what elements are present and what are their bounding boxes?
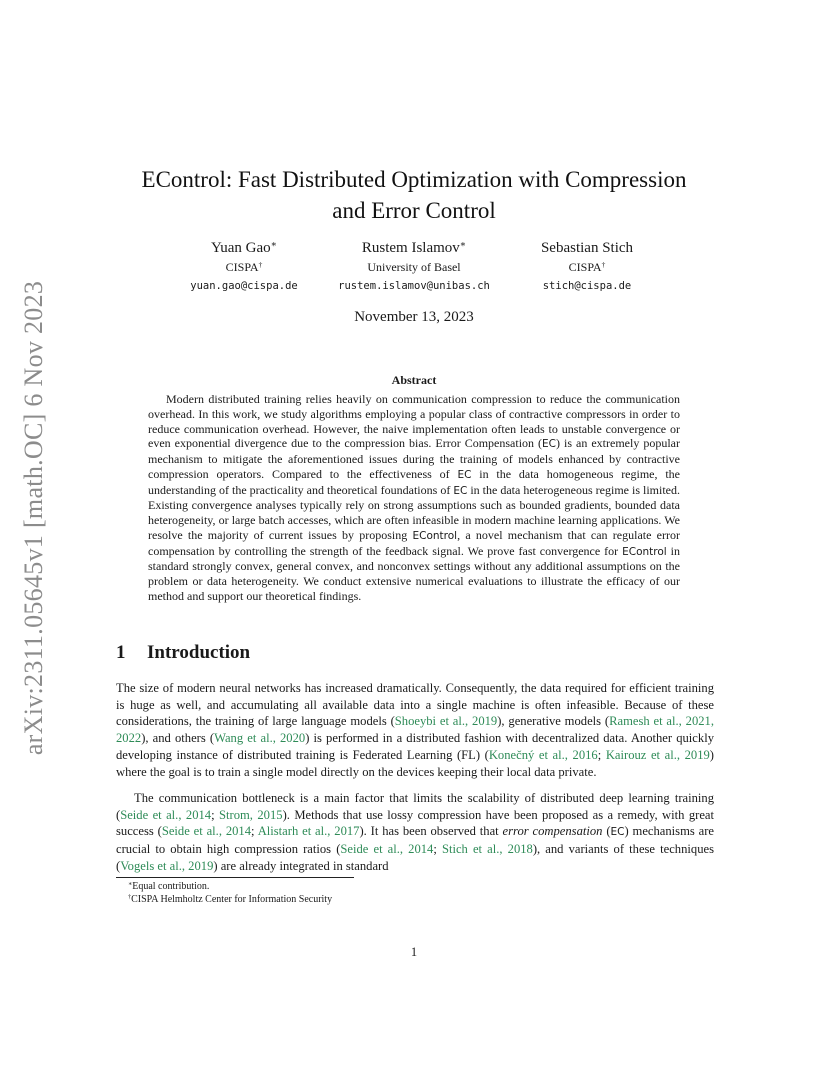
affiliation-mark: † xyxy=(258,259,263,269)
citation-link[interactable]: Shoeybi et al., 2019 xyxy=(394,714,498,729)
footnote-text: Equal contribution. xyxy=(132,881,210,892)
intro-paragraph-1: The size of modern neural networks has increased dramatically. Consequently, the data required for efficient training is huge as well, and accumulating all available data into a single machine is often infeasible. Because of these considerations, the training of large language models (Shoeybi et al., 2019), generative models (Ramesh et al., 2021, 2022), and others (Wang et al., 2020) is performed in a distributed fashion with decentralized data. Another quickly developing instance of distributed training is Federated Learning (FL) (Konečný et al., 2016; Kairouz et al., 2019) where the goal is to train a single model directly on the devices keeping their local data private. xyxy=(116,681,714,779)
author-name: Rustem Islamov xyxy=(361,240,460,256)
title-line-1: EControl: Fast Distributed Optimization with Compression xyxy=(141,167,687,192)
citation-link[interactable]: Ramesh et al., 2021, 2022 xyxy=(116,714,714,746)
ec-term: EC xyxy=(457,468,472,481)
author-3 xyxy=(477,238,697,296)
econtrol-term: EControl xyxy=(622,545,667,558)
ec-term: EC xyxy=(610,826,625,839)
author-name: Yuan Gao xyxy=(211,240,271,256)
section-title: Introduction xyxy=(147,642,251,663)
affiliation-mark: † xyxy=(601,259,606,269)
footnote-1 xyxy=(128,880,209,893)
author-email[interactable]: yuan.gao@cispa.de xyxy=(190,280,298,292)
footnote-mark: ∗ xyxy=(128,880,133,888)
citation-link[interactable]: Kairouz et al., 2019 xyxy=(605,747,710,762)
author-affiliation: CISPA xyxy=(225,260,259,274)
title-line-2: and Error Control xyxy=(332,198,496,223)
econtrol-term: EControl xyxy=(412,529,458,542)
page-number: 1 xyxy=(410,945,418,959)
abstract-heading: Abstract xyxy=(391,373,437,387)
citation-link[interactable]: Strom, 2015 xyxy=(219,807,283,822)
citation-link[interactable]: Seide et al., 2014 xyxy=(340,842,434,857)
arxiv-id: arXiv:2311.05645v1 [math.OC] 6 Nov 2023 xyxy=(19,280,48,756)
citation-link[interactable]: Seide et al., 2014 xyxy=(161,824,252,839)
paper-title xyxy=(100,164,728,226)
citation-link[interactable]: Seide et al., 2014 xyxy=(120,807,212,822)
citation-link[interactable]: Stich et al., 2018 xyxy=(441,842,533,857)
author-name: Sebastian Stich xyxy=(540,240,634,256)
author-affiliation: University of Basel xyxy=(367,260,461,274)
footnote-text: CISPA Helmholtz Center for Information Security xyxy=(131,894,333,905)
footnote-2 xyxy=(128,893,332,906)
citation-link[interactable]: Wang et al., 2020 xyxy=(214,731,306,746)
footnote-mark: † xyxy=(128,893,132,901)
ec-term: EC xyxy=(542,438,557,451)
author-email[interactable]: rustem.islamov@unibas.ch xyxy=(338,280,490,292)
footnote-rule xyxy=(116,877,354,878)
citation-link[interactable]: Konečný et al., 2016 xyxy=(488,747,598,762)
ec-term: EC xyxy=(453,484,468,497)
author-mark: ∗ xyxy=(270,239,277,250)
emphasis: error compensation xyxy=(502,824,603,839)
intro-paragraph-2: The communication bottleneck is a main factor that limits the scalability of distributed deep learning training (Seide et al., 2014; Strom, 2015). Methods that use lossy compression have been proposed as a remedy, with great success (Seide et al., 2014; Alistarh et al., 2017). It has been observed that error compensation (EC) mechanisms are crucial to obtain high compression ratios (Seide et al., 2014; Stich et al., 2018), and variants of these techniques (Vogels et al., 2019) are already integrated in standard xyxy=(116,791,715,873)
author-email[interactable]: stich@cispa.de xyxy=(542,280,632,292)
author-affiliation: CISPA xyxy=(568,260,602,274)
paper-date: November 13, 2023 xyxy=(354,309,474,325)
section-heading xyxy=(116,642,250,664)
author-mark: ∗ xyxy=(459,239,467,250)
arxiv-sidebar xyxy=(14,268,54,768)
citation-link[interactable]: Vogels et al., 2019 xyxy=(120,858,214,873)
citation-link[interactable]: Alistarh et al., 2017 xyxy=(257,824,360,839)
section-number: 1 xyxy=(116,642,126,663)
abstract-text: Modern distributed training relies heavily on communication compression to reduce the communication overhead. In this work, we study algorithms employing a popular class of contractive compressors in order to reduce communication overhead. However, the naive implementation often leads to unstable convergence or even exponential divergence due to the compression bias. Error Compensation (EC) is an extremely popular mechanism to mitigate the aforementioned issues during the training of models enhanced by contractive compression operators. Compared to the effectiveness of EC in the data homogeneous regime, the understanding of the practicality and theoretical foundations of EC in the data heterogeneous regime is limited. Existing convergence analyses typically rely on strong assumptions such as bounded gradients, bounded data heterogeneity, or large batch accesses, which are often infeasible in modern machine learning applications. We resolve the majority of current issues by proposing EControl, a novel mechanism that can regulate error compensation by controlling the strength of the feedback signal. We prove fast convergence for EControl in standard strongly convex, general convex, and nonconvex settings without any additional assumptions on the problem or data heterogeneity. We conduct extensive numerical evaluations to illustrate the efficacy of our method and support our theoretical findings. xyxy=(148,392,681,603)
